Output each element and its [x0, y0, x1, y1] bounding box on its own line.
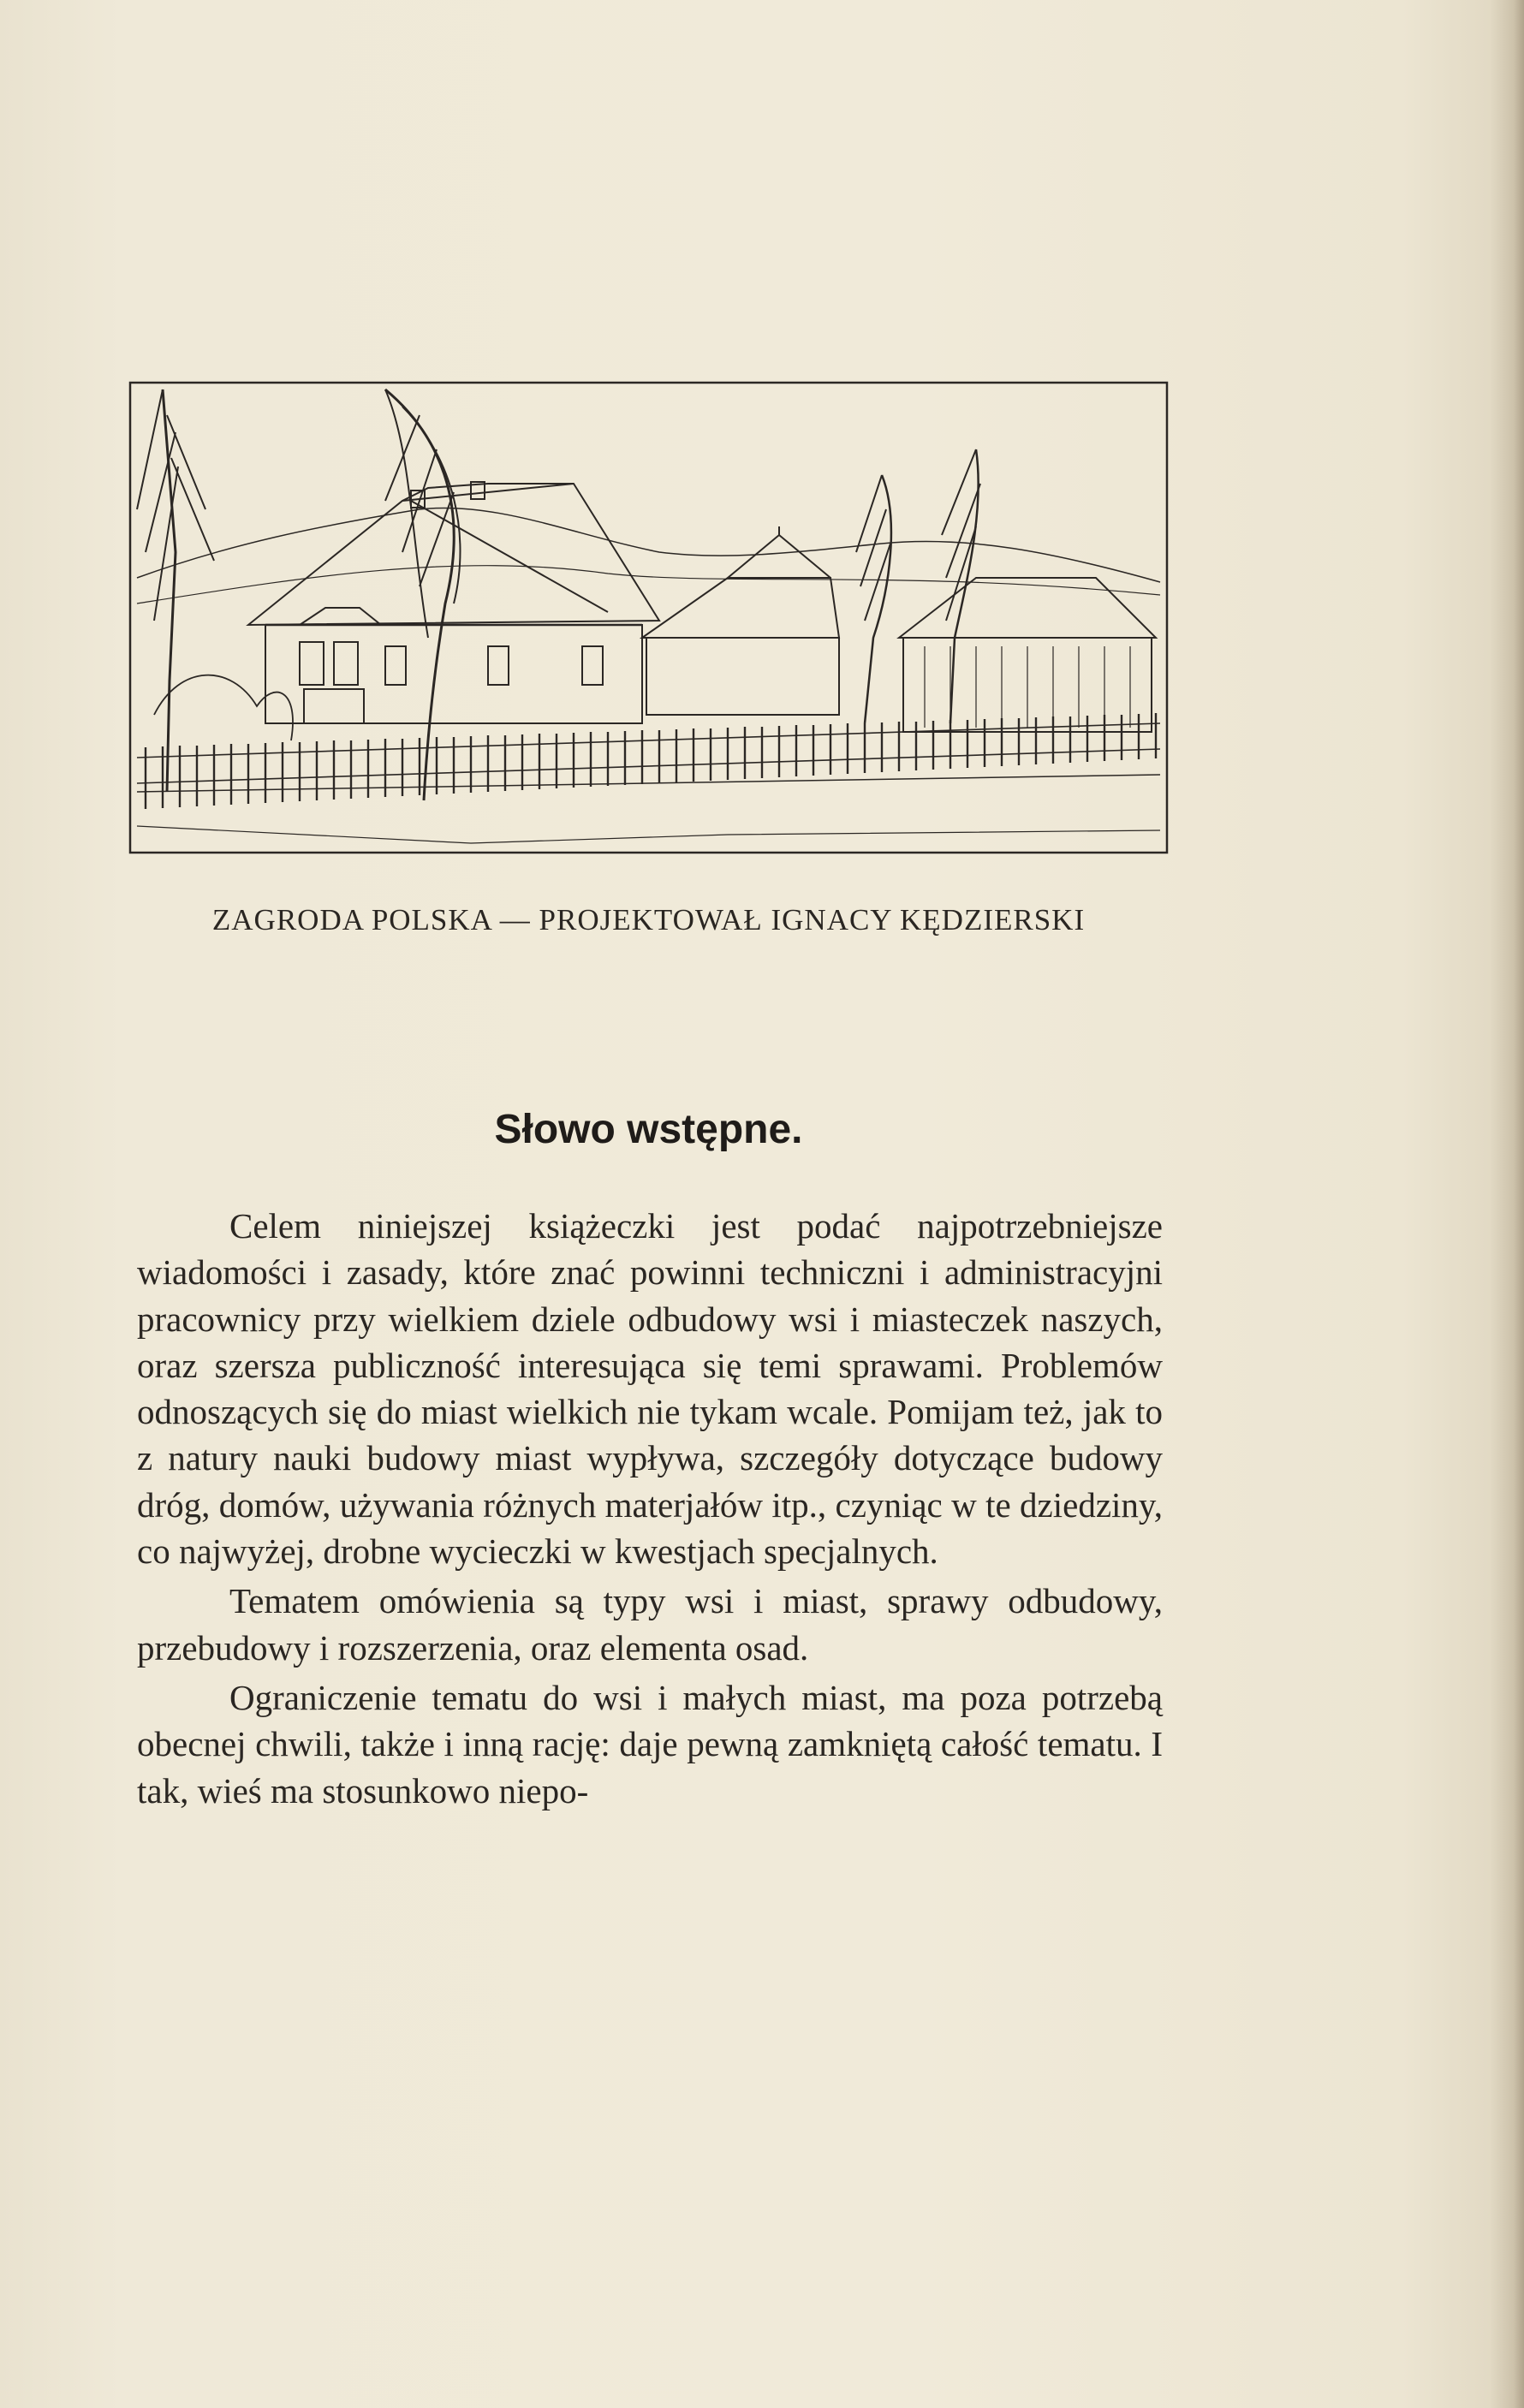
- paragraph-2: Tematem omówienia są typy wsi i miast, sprawy odbudowy, przebudowy i rozszerzenia, oraz elementa osad.: [137, 1581, 1163, 1668]
- section-heading: Słowo wstępne.: [494, 1107, 803, 1152]
- homestead-illustration: [128, 381, 1169, 854]
- village-homestead-drawing-icon: [128, 381, 1169, 854]
- page-edge-shadow: [1490, 0, 1524, 2408]
- figure-caption: ZAGRODA POLSKA — PROJEKTOWAŁ IGNACY KĘDZIERSKI: [211, 903, 1086, 936]
- body-text: [137, 1203, 1163, 1814]
- paragraph-3: Ograniczenie tematu do wsi i małych miast, ma poza potrzebą obecnej chwili, także i inną rację: daje pewną zamkniętą całość tematu. I tak, wieś ma stosunkowo niepo-: [137, 1677, 1163, 1810]
- paragraph-1: Celem niniejszej książeczki jest podać najpotrzebniejsze wiadomości i zasady, które znać powinni techniczni i administracyjni pracownicy przy wielkiem dziele odbudowy wsi i miasteczek naszych, oraz szersza publiczność interesująca się temi sprawami. Problemów odnoszących się do miast wielkich nie tykam wcale. Pomijam też, jak to z natury nauki budowy miast wypływa, szczegóły dotyczące budowy dróg, domów, używania różnych materjałów itp., czyniąc w te dziedziny, co najwyżej, drobne wycieczki w kwestjach specjalnych.: [137, 1206, 1163, 1572]
